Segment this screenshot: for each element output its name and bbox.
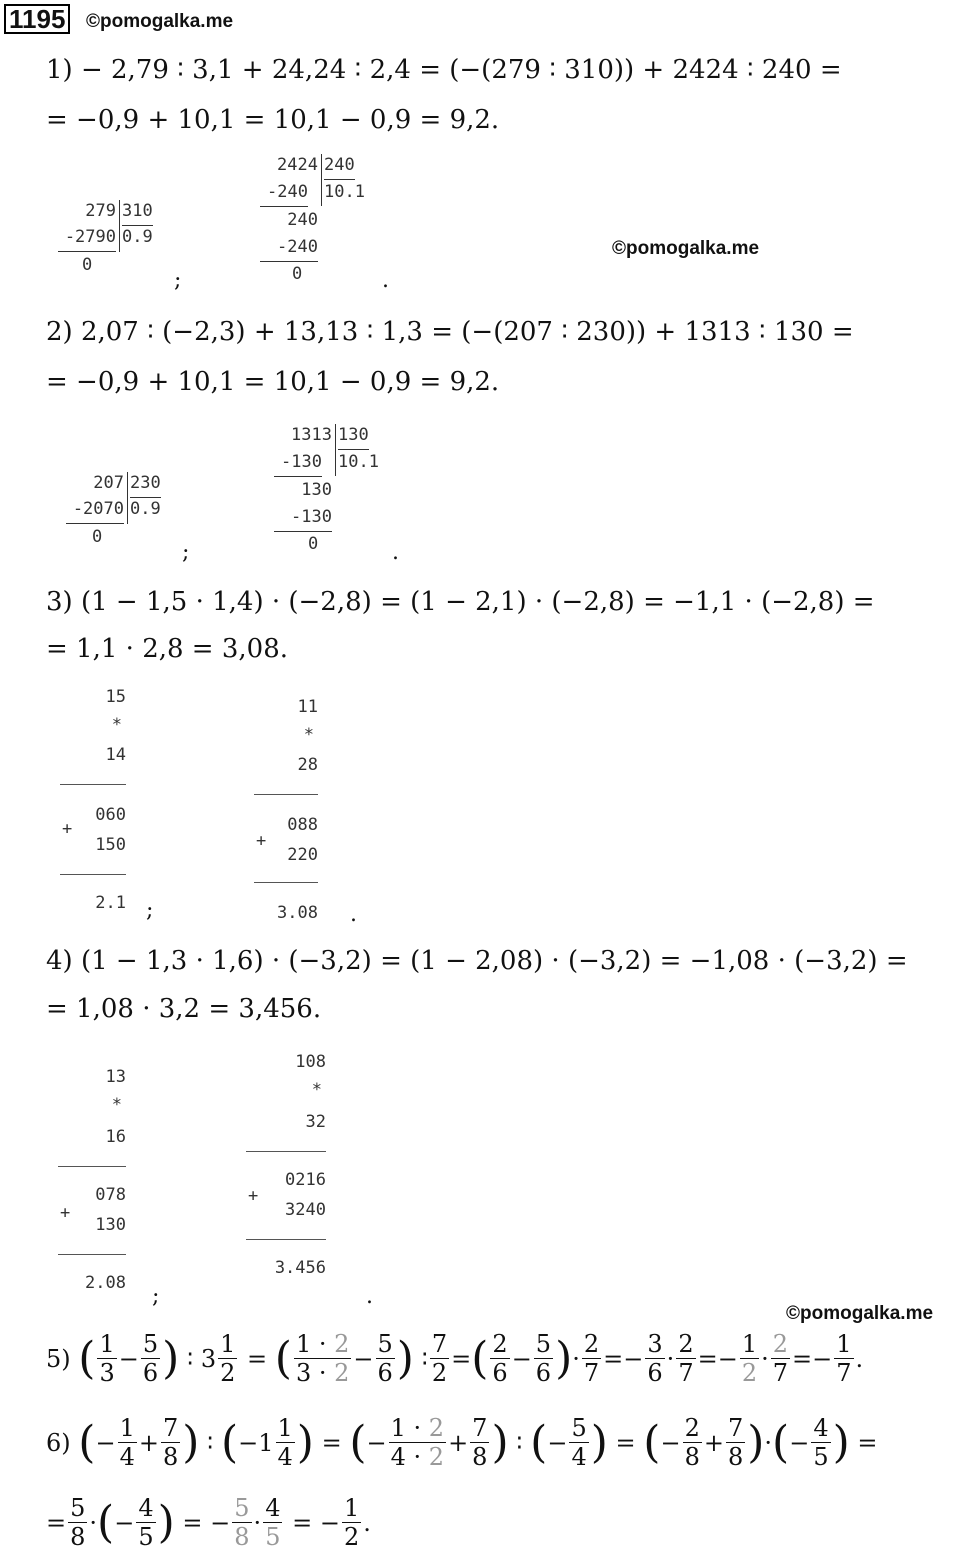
quotient: 0.9 xyxy=(130,499,161,519)
rule-line xyxy=(60,784,126,785)
partial-product: 078 xyxy=(95,1185,126,1205)
equation-line: 6) ( − $\frac{1}{4}$ + $\frac{7}{8}$ ) ∶ ( − 1 $\frac{1}{4}$ ) = ( − $\frac{1 \cdot 2}{4 \cdot 2}$ + $\frac{7}{8}$ ) ∶ ( − $\frac{5}{4}$ ) = ( − $\frac{2}{8}$ + $\frac{7}{8}$ ) · ( − $\frac{4}{5}$ ) = xyxy=(46,1414,878,1471)
factor: 13 xyxy=(105,1067,126,1087)
fraction: $\frac{5}{8}$ xyxy=(234,1494,250,1551)
factor: 28 xyxy=(297,755,318,775)
remainder: 0 xyxy=(292,264,303,284)
rule-line xyxy=(254,882,318,883)
plus-sign: + xyxy=(256,831,267,851)
separator: ; xyxy=(174,268,182,293)
fraction: $\frac{7}{8}$ xyxy=(162,1414,179,1471)
fraction: $\frac{2}{6}$ xyxy=(492,1330,508,1387)
fraction: $\frac{2}{7}$ xyxy=(772,1330,789,1387)
separator: ; xyxy=(182,540,190,565)
product: 3.08 xyxy=(277,903,318,923)
separator: . xyxy=(350,902,357,927)
partial-product: 220 xyxy=(287,845,318,865)
fraction: $\frac{5}{6}$ xyxy=(535,1330,552,1387)
equation-line: 1) − 2,79 ∶ 3,1 + 24,24 ∶ 2,4 = (−(279 ∶ 310)) + 2424 ∶ 240 = xyxy=(46,55,842,85)
subtrahend: -130 xyxy=(274,504,332,532)
factor: 32 xyxy=(305,1112,326,1132)
fraction: $\frac{1}{4}$ xyxy=(277,1414,293,1471)
problem-number: 1195 xyxy=(4,4,70,34)
separator: . xyxy=(366,1284,373,1309)
fraction: $\frac{1}{2}$ xyxy=(220,1330,236,1387)
plus-sign: + xyxy=(248,1186,259,1206)
remainder: 0 xyxy=(308,534,319,554)
fraction: $\frac{7}{8}$ xyxy=(727,1414,744,1471)
rule-line xyxy=(60,874,126,875)
watermark: ©pomogalka.me xyxy=(612,238,760,259)
rule-line xyxy=(254,794,318,795)
factor: 108 xyxy=(295,1052,326,1072)
division-bar xyxy=(127,472,128,524)
multiply-sign: * xyxy=(311,1080,322,1100)
fraction: $\frac{1}{2}$ xyxy=(343,1494,360,1551)
partial-product: 130 xyxy=(95,1215,126,1235)
fraction: $\frac{1}{4}$ xyxy=(119,1414,135,1471)
division-bar xyxy=(335,424,336,476)
fraction: $\frac{4}{5}$ xyxy=(813,1414,829,1471)
fraction: $\frac{2}{8}$ xyxy=(684,1414,700,1471)
fraction: $\frac{4}{5}$ xyxy=(138,1494,154,1551)
plus-sign: + xyxy=(62,819,73,839)
division-bar xyxy=(119,200,120,252)
item-label: 6) xyxy=(46,1428,71,1457)
fraction: $\frac{1 \cdot 2}{3 \cdot 2}$ xyxy=(295,1330,350,1387)
divisor: 230 xyxy=(130,470,161,498)
product: 2.1 xyxy=(95,893,126,913)
partial-dividend: 240 xyxy=(287,210,318,230)
fraction: $\frac{5}{6}$ xyxy=(142,1330,159,1387)
divisor: 240 xyxy=(324,152,355,180)
rule-line xyxy=(246,1151,326,1152)
remainder: 0 xyxy=(92,527,103,547)
fraction: $\frac{2}{7}$ xyxy=(583,1330,600,1387)
equation-line: = 1,08 · 3,2 = 3,456. xyxy=(46,994,322,1024)
fraction: $\frac{7}{8}$ xyxy=(472,1414,488,1471)
separator: . xyxy=(392,540,399,565)
separator: . xyxy=(382,268,389,293)
dividend: 279 xyxy=(85,201,116,221)
multiply-sign: * xyxy=(111,715,122,735)
partial-product: 060 xyxy=(95,805,126,825)
equation-line: = −0,9 + 10,1 = 10,1 − 0,9 = 9,2. xyxy=(46,367,500,397)
fraction: $\frac{1}{7}$ xyxy=(836,1330,852,1387)
fraction: $\frac{5}{8}$ xyxy=(70,1494,86,1551)
fraction: $\frac{3}{6}$ xyxy=(647,1330,663,1387)
subtrahend: -130 xyxy=(274,449,322,477)
equation-line: = 1,1 · 2,8 = 3,08. xyxy=(46,634,289,664)
partial-dividend: 130 xyxy=(301,480,332,500)
watermark: ©pomogalka.me xyxy=(786,1303,934,1324)
rule-line xyxy=(246,1239,326,1240)
watermark: ©pomogalka.me xyxy=(86,11,234,32)
fraction: $\frac{1}{3}$ xyxy=(99,1330,115,1387)
subtrahend: -240 xyxy=(260,234,318,262)
fraction: $\frac{4}{5}$ xyxy=(265,1494,281,1551)
fraction: $\frac{1 \cdot 2}{4 \cdot 2}$ xyxy=(390,1414,445,1471)
fraction: $\frac{5}{6}$ xyxy=(377,1330,393,1387)
divisor: 310 xyxy=(122,198,153,226)
equation-line: 5) ( $\frac{1}{3}$ − $\frac{5}{6}$ ) ∶ 3 $\frac{1}{2}$ = ( $\frac{1 \cdot 2}{3 \cdot 2}$ − $\frac{5}{6}$ ) ∶ $\frac{7}{2}$ = ( $\frac{2}{6}$ − $\frac{5}{6}$ ) · $\frac{2}{7}$ = − $\frac{3}{6}$ · $\frac{2}{7}$ = − $\frac{1}{2}$ · $\frac{2}{7}$ = − $\frac{1}{7}$ . xyxy=(46,1330,864,1387)
divisor: 130 xyxy=(338,422,369,450)
partial-product: 150 xyxy=(95,835,126,855)
rule-line xyxy=(58,1166,126,1167)
product: 3.456 xyxy=(274,1258,326,1278)
fraction: $\frac{1}{2}$ xyxy=(741,1330,758,1387)
remainder: 0 xyxy=(82,255,93,275)
separator: ; xyxy=(146,898,154,923)
partial-product: 3240 xyxy=(285,1200,326,1220)
quotient: 0.9 xyxy=(122,227,153,247)
column-multiplication xyxy=(246,1049,326,1289)
rule-line xyxy=(58,1254,126,1255)
separator: ; xyxy=(152,1284,160,1309)
dividend: 207 xyxy=(93,473,124,493)
factor: 11 xyxy=(297,697,318,717)
factor: 16 xyxy=(105,1127,126,1147)
multiply-sign: * xyxy=(303,725,314,745)
column-multiplication xyxy=(58,1064,126,1304)
fraction: $\frac{7}{2}$ xyxy=(431,1330,448,1387)
subtrahend: -240 xyxy=(260,179,308,207)
quotient: 10.1 xyxy=(338,452,379,472)
plus-sign: + xyxy=(60,1203,71,1223)
equation-line: = −0,9 + 10,1 = 10,1 − 0,9 = 9,2. xyxy=(46,105,500,135)
equation-line: 2) 2,07 ∶ (−2,3) + 13,13 ∶ 1,3 = (−(207 ∶ 230)) + 1313 ∶ 130 = xyxy=(46,317,854,347)
equation-line: 3) (1 − 1,5 · 1,4) · (−2,8) = (1 − 2,1) · (−2,8) = −1,1 · (−2,8) = xyxy=(46,587,875,617)
fraction: $\frac{5}{4}$ xyxy=(571,1414,587,1471)
column-multiplication xyxy=(60,684,126,924)
multiply-sign: * xyxy=(111,1095,122,1115)
column-multiplication xyxy=(254,694,318,934)
subtrahend: -2070 xyxy=(66,496,124,524)
partial-product: 088 xyxy=(287,815,318,835)
factor: 14 xyxy=(105,745,126,765)
fraction: $\frac{2}{7}$ xyxy=(678,1330,694,1387)
quotient: 10.1 xyxy=(324,182,365,202)
equation-line: 4) (1 − 1,3 · 1,6) · (−3,2) = (1 − 2,08) · (−3,2) = −1,08 · (−3,2) = xyxy=(46,946,908,976)
subtrahend: -2790 xyxy=(58,224,116,252)
item-label: 5) xyxy=(46,1344,71,1373)
division-bar xyxy=(321,154,322,206)
dividend: 2424 xyxy=(277,155,318,175)
partial-product: 0216 xyxy=(285,1170,326,1190)
factor: 15 xyxy=(105,687,126,707)
dividend: 1313 xyxy=(291,425,332,445)
product: 2.08 xyxy=(85,1273,126,1293)
equation-line: = $\frac{5}{8}$ · ( − $\frac{4}{5}$ ) = − $\frac{5}{8}$ · $\frac{4}{5}$ = − $\frac{1}{2}$ . xyxy=(46,1494,371,1551)
